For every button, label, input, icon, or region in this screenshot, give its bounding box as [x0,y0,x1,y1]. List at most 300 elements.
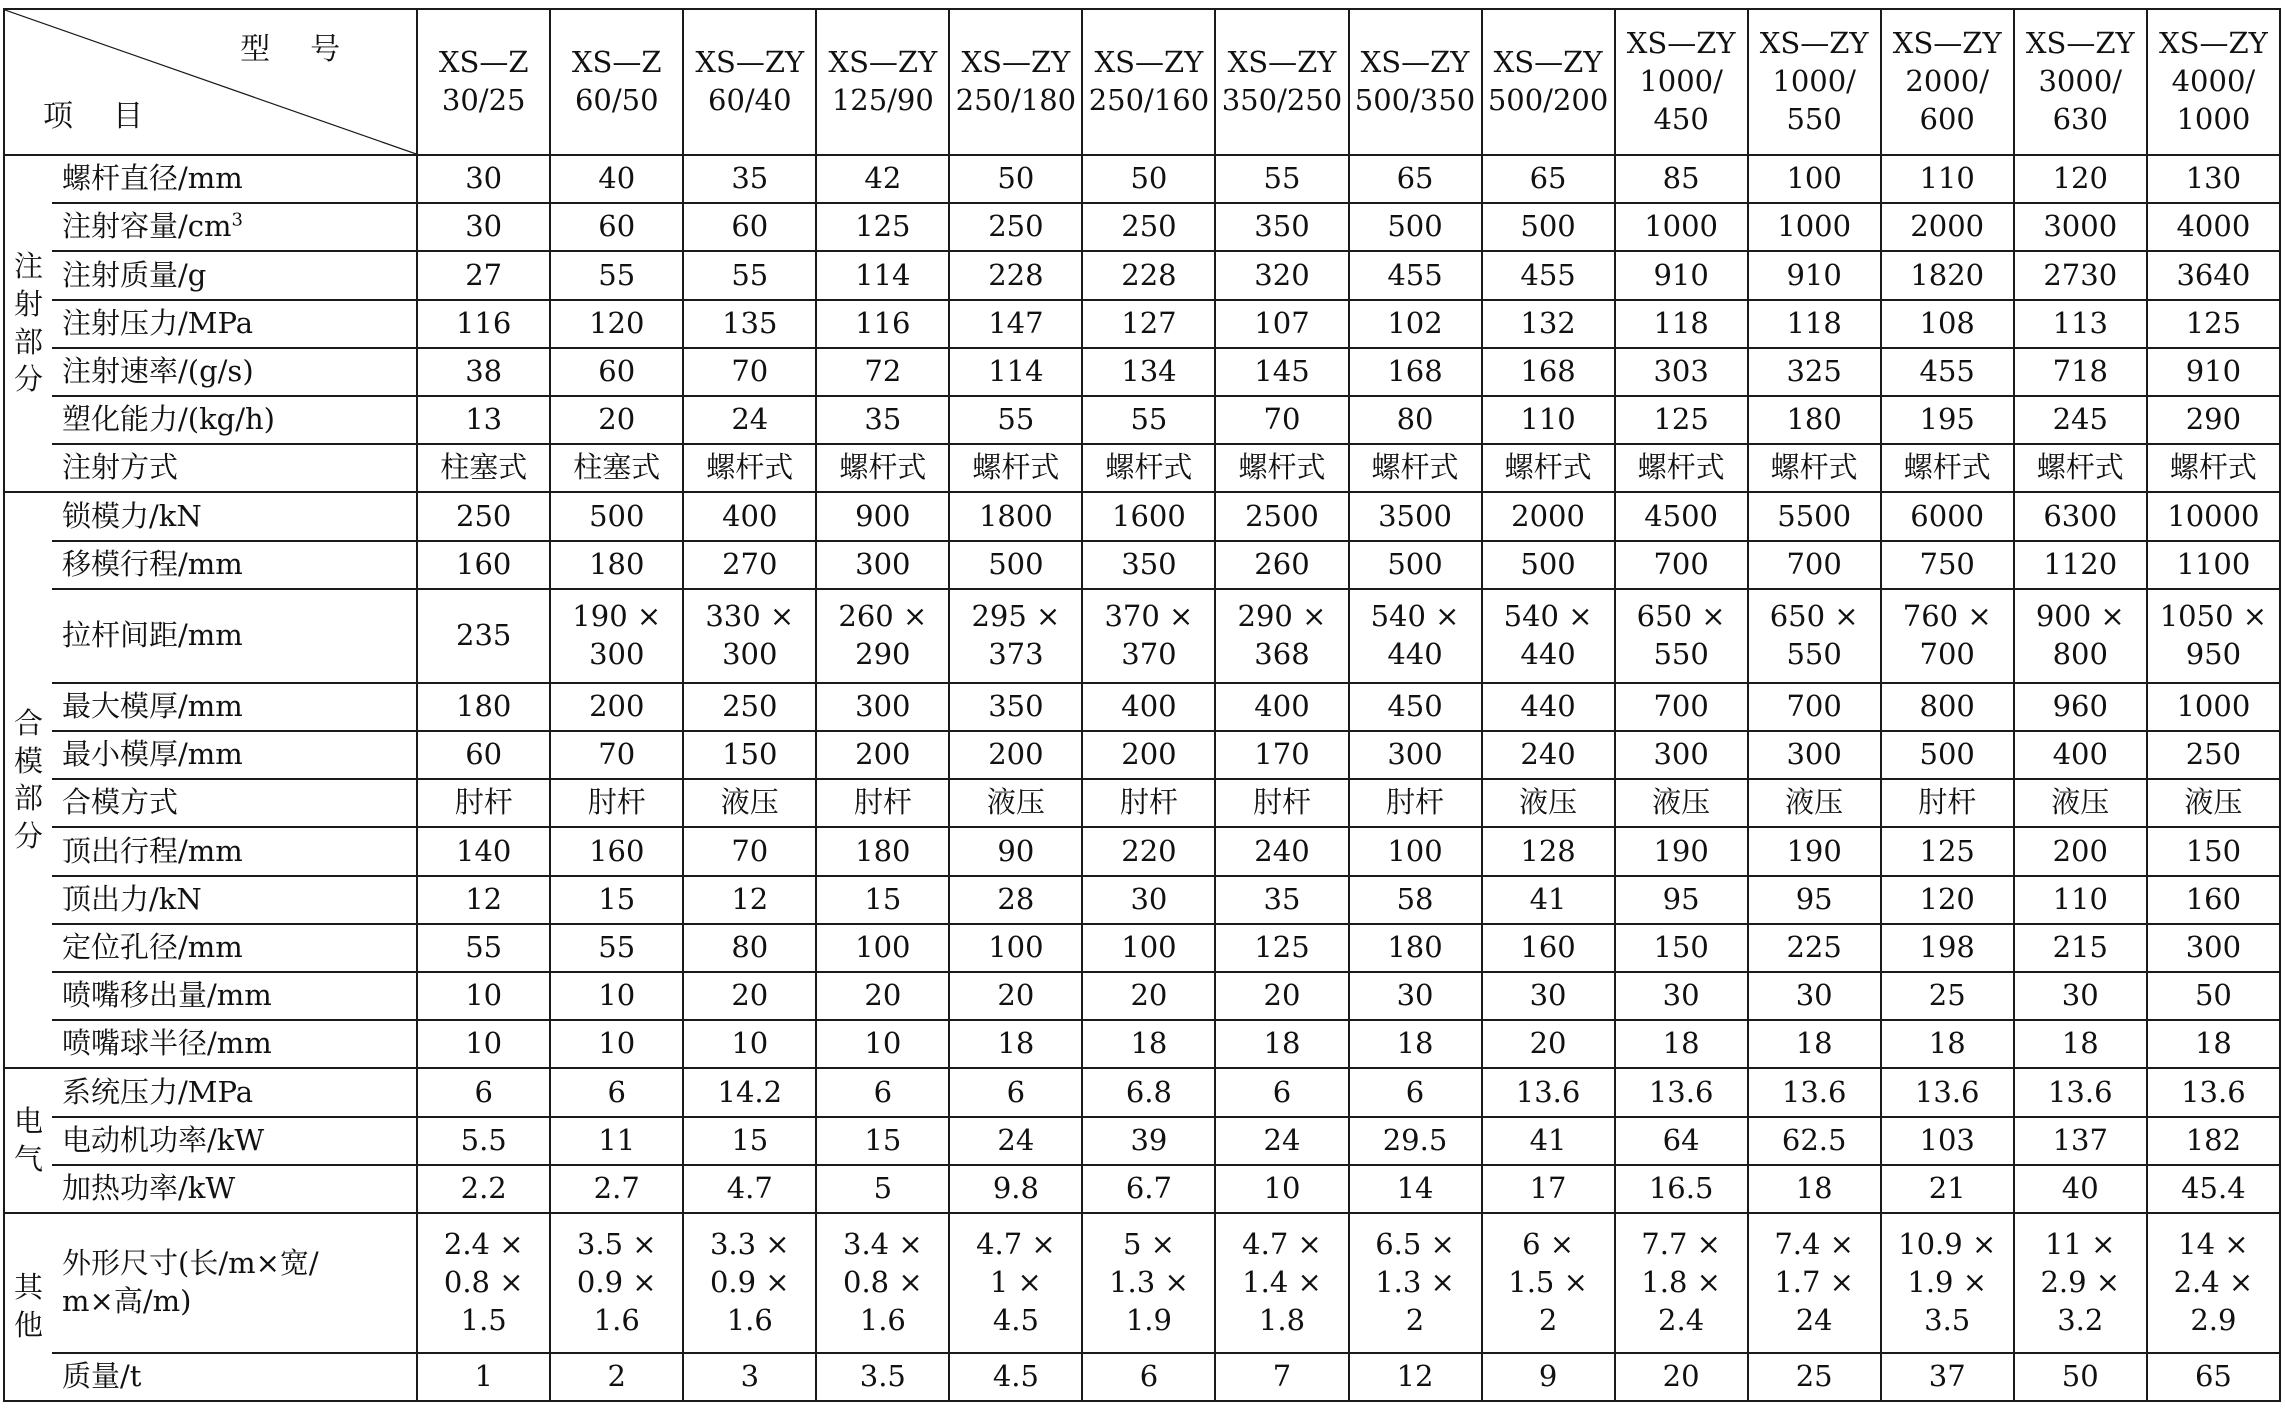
value-cell [2014,589,2147,683]
diagonal-header-cell [4,9,417,155]
value-cell: 15 [816,1117,949,1165]
value-cell: 110 [1881,155,2014,203]
value-cell: 2.7 [550,1165,683,1213]
value-cell: 62.5 [1748,1117,1881,1165]
value-cell: 168 [1482,348,1615,396]
row-item-label: 螺杆直径/mm [52,155,417,203]
value-cell: 1000 [1748,203,1881,251]
value-cell: 13.6 [1881,1068,2014,1116]
value-cell: 30 [1349,972,1482,1020]
value-cell: 螺杆式 [1881,444,2014,492]
value-cell: 螺杆式 [1215,444,1348,492]
table-row [4,1117,2280,1165]
value-cell [550,1213,683,1353]
value-cell: 118 [1748,300,1881,348]
value-cell: 55 [949,396,1082,444]
value-cell: 14 [1349,1165,1482,1213]
model-name-line: 1000/ [1639,64,1723,99]
value-cell: 15 [550,876,683,924]
model-name-line: XS—ZY [1227,45,1337,80]
row-item-label: 注射质量/g [52,251,417,299]
value-cell: 1000 [1615,203,1748,251]
value-cell: 110 [2014,876,2147,924]
value-cell [550,589,683,683]
value-line: 1.9 [1125,1302,1172,1337]
value-cell: 13.6 [1482,1068,1615,1116]
group-label [4,1213,52,1401]
value-cell: 170 [1215,731,1348,779]
value-cell [1482,1213,1615,1353]
value-line: 1.3 × [1109,1265,1189,1300]
value-cell: 240 [1482,731,1615,779]
value-line: 6 × [1522,1227,1575,1262]
value-line: 0.9 × [709,1265,790,1300]
value-cell: 95 [1748,876,1881,924]
value-cell: 80 [683,924,816,972]
value-cell: 螺杆式 [683,444,816,492]
value-cell: 160 [1482,924,1615,972]
value-line: 295 × [971,599,1061,634]
value-cell: 12 [683,876,816,924]
value-line: 235 [456,617,512,652]
value-cell: 132 [1482,300,1615,348]
value-cell [1349,589,1482,683]
value-line: 650 × [1769,599,1859,634]
model-name-line: 3000/ [2038,64,2123,99]
value-cell: 液压 [683,779,816,827]
value-cell: 215 [2014,924,2147,972]
value-line: 2 [1538,1302,1558,1337]
value-cell: 24 [683,396,816,444]
value-line: 550 [1786,636,1842,671]
value-cell: 4.7 [683,1165,816,1213]
value-cell: 5500 [1748,492,1881,540]
value-cell: 130 [2147,155,2280,203]
table-row [4,251,2280,299]
model-name-line: XS—ZY [1892,26,2002,61]
value-cell: 螺杆式 [1748,444,1881,492]
value-cell: 24 [1215,1117,1348,1165]
value-line: 950 [2185,636,2242,671]
table-row [4,1213,2280,1353]
value-cell: 55 [417,924,550,972]
value-line: 1.4 × [1242,1265,1322,1300]
value-line: 4.5 [992,1302,1039,1337]
value-cell: 24 [949,1117,1082,1165]
value-line: 900 × [2035,599,2125,634]
value-line: 24 [1795,1302,1833,1337]
value-cell: 1 [417,1353,550,1401]
value-cell: 228 [949,251,1082,299]
row-item-label: 注射方式 [52,444,417,492]
value-line: 1.9 × [1907,1265,1988,1300]
group-label [4,155,52,492]
value-line: 4.7 × [1242,1227,1322,1262]
table-row [4,203,2280,251]
value-cell: 20 [1082,972,1215,1020]
value-line: 1.5 × [1508,1265,1588,1300]
value-cell: 18 [1215,1020,1348,1068]
value-cell: 10 [550,972,683,1020]
value-cell: 500 [1349,203,1482,251]
value-cell: 液压 [949,779,1082,827]
model-header-cell [417,9,550,155]
value-cell: 245 [2014,396,2147,444]
value-cell [1349,1213,1482,1353]
value-cell: 100 [816,924,949,972]
value-cell: 350 [949,683,1082,731]
value-line: 4.7 × [976,1227,1056,1262]
row-item-label: 最大模厚/mm [52,683,417,731]
value-cell: 30 [1482,972,1615,1020]
value-cell: 120 [1881,876,2014,924]
value-cell: 螺杆式 [1082,444,1215,492]
value-line: 290 × [1237,599,1327,634]
value-cell: 1600 [1082,492,1215,540]
value-line: 10.9 × [1898,1227,1997,1262]
model-header-cell [2147,9,2280,155]
value-cell: 190 [1748,827,1881,875]
value-cell: 9 [1482,1353,1615,1401]
value-line: 1.8 × [1641,1265,1721,1300]
value-line: 370 [1121,636,1177,671]
value-cell: 35 [1215,876,1348,924]
row-item-label: 移模行程/mm [52,541,417,589]
model-name-line: 500/350 [1354,83,1476,117]
value-cell: 3640 [2147,251,2280,299]
value-cell: 400 [1082,683,1215,731]
value-line: 3.5 × [576,1227,657,1262]
model-header-cell [949,9,1082,155]
value-line: 1.8 [1258,1302,1306,1337]
group-label-char: 他 [14,1308,44,1343]
row-item-label: 塑化能力/(kg/h) [52,396,417,444]
value-cell: 39 [1082,1117,1215,1165]
value-cell: 螺杆式 [1482,444,1615,492]
model-name-line: 125/90 [831,83,934,117]
value-cell: 2 [550,1353,683,1401]
value-cell: 液压 [1748,779,1881,827]
value-line: 1.7 × [1774,1265,1854,1300]
value-cell: 300 [1349,731,1482,779]
value-cell: 3500 [1349,492,1482,540]
value-cell: 500 [1349,541,1482,589]
row-item-label: 质量/t [52,1353,417,1401]
model-name-line: XS—ZY [828,45,938,80]
value-cell [1748,1213,1881,1353]
value-cell: 11 [550,1117,683,1165]
value-cell: 30 [1615,972,1748,1020]
model-header-cell [1215,9,1348,155]
value-cell: 29.5 [1349,1117,1482,1165]
value-cell: 28 [949,876,1082,924]
value-line: 0.8 × [443,1265,524,1300]
value-line: 540 × [1370,599,1460,634]
value-cell: 70 [550,731,683,779]
value-cell: 128 [1482,827,1615,875]
value-cell: 125 [1215,924,1348,972]
row-item-label: 加热功率/kW [52,1165,417,1213]
group-label-char: 分 [14,819,44,854]
value-cell: 125 [816,203,949,251]
model-header-cell [1082,9,1215,155]
row-item-label: 注射速率/(g/s) [52,348,417,396]
row-item-label: 喷嘴球半径/mm [52,1020,417,1068]
value-cell [1082,1213,1215,1353]
model-name-line: 2000/ [1905,64,1989,99]
value-cell: 455 [1482,251,1615,299]
value-cell: 5 [816,1165,949,1213]
value-cell: 290 [2147,396,2280,444]
group-label-char: 分 [14,362,44,397]
value-cell: 160 [417,541,550,589]
value-cell: 95 [1615,876,1748,924]
value-cell: 250 [949,203,1082,251]
value-line: 5 × [1122,1227,1175,1262]
value-cell: 肘杆 [816,779,949,827]
value-cell: 55 [683,251,816,299]
value-cell: 41 [1482,876,1615,924]
value-cell: 35 [816,396,949,444]
value-line: 800 [2052,636,2108,671]
value-cell: 120 [550,300,683,348]
value-cell: 450 [1349,683,1482,731]
value-cell: 16.5 [1615,1165,1748,1213]
value-cell: 41 [1482,1117,1615,1165]
value-line: 0.8 × [843,1265,923,1300]
value-cell: 108 [1881,300,2014,348]
value-line: 440 [1387,636,1443,671]
value-cell: 13.6 [2147,1068,2280,1116]
value-cell: 150 [683,731,816,779]
value-cell: 400 [683,492,816,540]
value-cell: 18 [1748,1165,1881,1213]
value-cell: 350 [1082,541,1215,589]
table-row [4,924,2280,972]
value-cell: 200 [816,731,949,779]
value-cell: 55 [1215,155,1348,203]
injection-machine-spec-table [3,8,2281,1402]
row-item-label: 注射容量$/cm^3$ [52,203,417,251]
value-cell [949,1213,1082,1353]
value-cell: 300 [2147,924,2280,972]
value-cell: 300 [816,683,949,731]
table-row [4,1020,2280,1068]
value-cell: 70 [683,827,816,875]
value-cell: 螺杆式 [816,444,949,492]
group-label-char: 注 [14,249,44,284]
value-cell: 300 [1748,731,1881,779]
value-cell: 30 [417,155,550,203]
value-cell: 55 [1082,396,1215,444]
value-cell: 6300 [2014,492,2147,540]
value-cell [417,589,550,683]
value-cell: 40 [550,155,683,203]
value-cell: 160 [550,827,683,875]
value-cell: 58 [1349,876,1482,924]
value-cell: 10 [1215,1165,1348,1213]
value-cell: 350 [1215,203,1348,251]
value-line: 330 × [705,599,795,634]
value-cell: 2500 [1215,492,1348,540]
model-name-line: XS—ZY [2158,26,2268,61]
value-cell: 190 [1615,827,1748,875]
table-row [4,683,2280,731]
value-cell: 65 [1482,155,1615,203]
value-cell: 102 [1349,300,1482,348]
value-cell: 910 [2147,348,2280,396]
model-name-line: 550 [1786,101,1842,136]
group-label-char: 其 [14,1270,44,1305]
value-cell: 18 [1881,1020,2014,1068]
value-cell: 13.6 [1748,1068,1881,1116]
value-cell: 18 [2014,1020,2147,1068]
row-item-label [52,1213,417,1353]
value-cell: 螺杆式 [2014,444,2147,492]
value-cell: 20 [550,396,683,444]
value-cell: 72 [816,348,949,396]
model-name-line: 1000 [2176,101,2251,136]
value-line: 760 × [1902,599,1992,634]
value-cell: 21 [1881,1165,2014,1213]
table-row [4,492,2280,540]
value-cell: 800 [1881,683,2014,731]
group-label-char: 部 [14,324,44,359]
header-item-label: 项目 [43,99,183,134]
value-cell: 30 [417,203,550,251]
value-cell: 柱塞式 [550,444,683,492]
value-cell: 168 [1349,348,1482,396]
table-row [4,1068,2280,1116]
value-cell: 700 [1615,683,1748,731]
value-cell: 90 [949,827,1082,875]
value-cell: 718 [2014,348,2147,396]
value-cell: 114 [949,348,1082,396]
value-cell: 25 [1748,1353,1881,1401]
table-row [4,155,2280,203]
value-cell: 2.2 [417,1165,550,1213]
value-cell: 肘杆 [1349,779,1482,827]
value-cell: 500 [1482,203,1615,251]
value-cell [1615,589,1748,683]
value-line: 2.9 [2190,1302,2237,1337]
group-label [4,492,52,1068]
value-cell: 20 [816,972,949,1020]
value-cell: 85 [1615,155,1748,203]
value-cell: 14.2 [683,1068,816,1116]
value-cell [1615,1213,1748,1353]
value-cell: 10 [417,1020,550,1068]
value-line: 7.4 × [1774,1227,1854,1262]
value-cell: 140 [417,827,550,875]
value-cell: 500 [1881,731,2014,779]
value-cell: 4500 [1615,492,1748,540]
model-name-line: XS—ZY [1094,45,1204,80]
value-cell: 118 [1615,300,1748,348]
model-name-line: XS—Z [571,45,662,80]
value-cell: 200 [1082,731,1215,779]
value-cell [2147,589,2280,683]
value-cell: 42 [816,155,949,203]
table-row [4,779,2280,827]
value-cell: 113 [2014,300,2147,348]
value-line: 0.9 × [576,1265,657,1300]
value-cell: 38 [417,348,550,396]
value-line: 550 [1653,636,1709,671]
value-cell: 30 [2014,972,2147,1020]
value-cell: 60 [550,348,683,396]
value-cell: 6 [550,1068,683,1116]
value-cell: 肘杆 [1881,779,2014,827]
value-cell: 10 [683,1020,816,1068]
header-model-label: 型号 [240,32,381,67]
row-item-label-line: 外形尺寸(长/m×宽/ [62,1246,319,1281]
value-line: 650 × [1636,599,1726,634]
row-item-label: 注射压力/MPa [52,300,417,348]
value-cell: 64 [1615,1117,1748,1165]
model-name-line: XS—ZY [1493,45,1603,80]
value-cell: 25 [1881,972,2014,1020]
value-cell: 螺杆式 [2147,444,2280,492]
value-line: 3.5 [1924,1302,1971,1337]
value-line: 3.2 [2057,1302,2104,1337]
model-header-cell [816,9,949,155]
table-row [4,589,2280,683]
value-cell: 250 [2147,731,2280,779]
value-cell: 50 [1082,155,1215,203]
value-cell: 12 [1349,1353,1482,1401]
table-row [4,1353,2280,1401]
value-cell: 18 [1615,1020,1748,1068]
value-line: 370 × [1104,599,1194,634]
value-cell: 225 [1748,924,1881,972]
value-cell [816,1213,949,1353]
value-cell: 13.6 [1615,1068,1748,1116]
row-item-label: 顶出行程/mm [52,827,417,875]
value-cell: 6 [417,1068,550,1116]
value-cell: 400 [1215,683,1348,731]
value-cell: 60 [417,731,550,779]
value-cell: 910 [1748,251,1881,299]
value-cell: 250 [1082,203,1215,251]
value-cell [2014,1213,2147,1353]
value-cell: 13.6 [2014,1068,2147,1116]
model-name-line: XS—Z [438,45,529,80]
model-name-line: 250/180 [955,83,1077,117]
value-cell: 1000 [2147,683,2280,731]
value-cell: 127 [1082,300,1215,348]
value-cell: 300 [816,541,949,589]
value-cell: 液压 [1482,779,1615,827]
value-cell: 3000 [2014,203,2147,251]
group-label-char: 模 [14,743,44,778]
value-cell: 肘杆 [1082,779,1215,827]
value-cell: 20 [1615,1353,1748,1401]
value-line: 440 [1520,636,1576,671]
value-cell: 65 [1349,155,1482,203]
value-cell: 198 [1881,924,2014,972]
value-line: 1.3 × [1375,1265,1455,1300]
value-cell: 3 [683,1353,816,1401]
value-cell: 6 [1349,1068,1482,1116]
value-cell: 195 [1881,396,2014,444]
value-cell: 500 [949,541,1082,589]
model-name-line: 60/50 [574,83,659,117]
value-cell [816,589,949,683]
value-line: 7.7 × [1641,1227,1721,1262]
value-line: 300 [722,636,778,671]
value-cell: 250 [683,683,816,731]
